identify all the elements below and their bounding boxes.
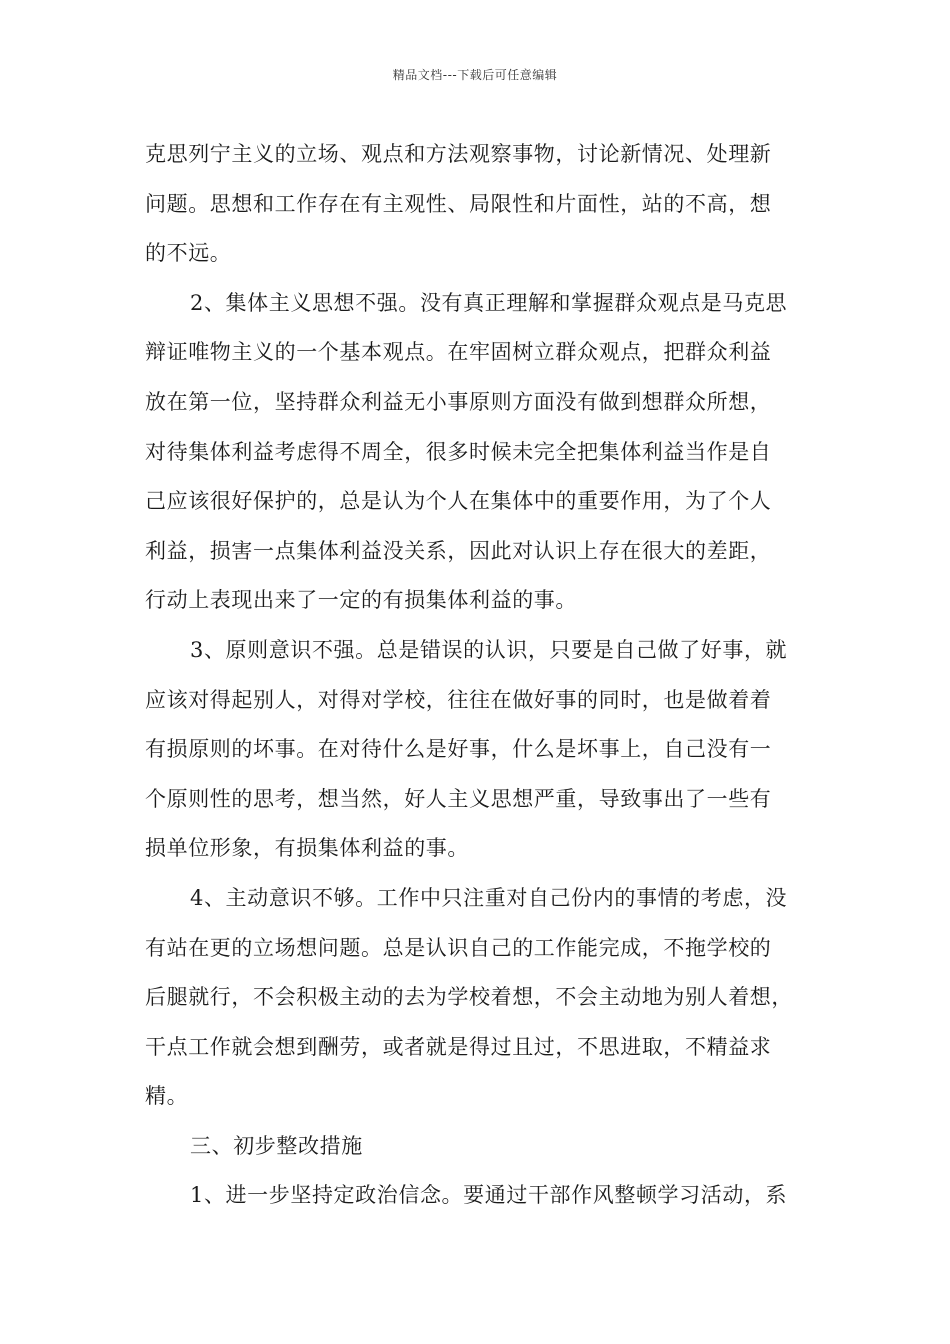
text-line: 4、主动意识不够。工作中只注重对自己份内的事情的考虑，没 [190,885,788,910]
text-line: 三、初步整改措施 [190,1133,363,1158]
text-line: 3、原则意识不强。总是错误的认识，只要是自己做了好事，就 [190,637,788,662]
text-line: 克思列宁主义的立场、观点和方法观察事物，讨论新情况、处理新 [145,142,772,166]
text-line: 应该对得起别人，对得对学校，往往在做好事的同时，也是做着着 [145,687,772,712]
text-line: 辩证唯物主义的一个基本观点。在牢固树立群众观点，把群众利益 [145,340,772,365]
text-line: 个原则性的思考，想当然，好人主义思想严重，导致事出了一些有 [145,786,772,811]
text-line: 损单位形象，有损集体利益的事。 [145,836,469,861]
text-line: 精。 [145,1084,189,1109]
text-line: 放在第一位，坚持群众利益无小事原则方面没有做到想群众所想， [145,389,772,414]
text-line: 有损原则的坏事。在对待什么是好事，什么是坏事上，自己没有一 [145,737,772,762]
text-line: 有站在更的立场想问题。总是认识自己的工作能完成，不拖学校的 [145,935,772,960]
text-line: 己应该很好保护的，总是认为个人在集体中的重要作用，为了个人 [145,489,772,514]
text-line: 2、集体主义思想不强。没有真正理解和掌握群众观点是马克思 [190,290,788,315]
text-line: 对待集体利益考虑得不周全，很多时候未完全把集体利益当作是自 [145,439,772,464]
text-line: 后腿就行，不会积极主动的去为学校着想，不会主动地为别人着想， [145,985,793,1010]
page-header: 精品文档---下载后可任意编辑 [392,68,558,82]
text-line: 的不远。 [145,241,232,266]
text-line: 干点工作就会想到酬劳，或者就是得过且过，不思进取，不精益求 [145,1034,772,1059]
text-line: 行动上表现出来了一定的有损集体利益的事。 [145,588,577,613]
text-line: 1、进一步坚持定政治信念。要通过干部作风整顿学习活动，系 [190,1183,788,1208]
text-line: 问题。思想和工作存在有主观性、局限性和片面性，站的不高，想 [145,191,772,216]
text-line: 利益，损害一点集体利益没关系，因此对认识上存在很大的差距， [145,538,772,563]
document-body [145,130,810,1221]
